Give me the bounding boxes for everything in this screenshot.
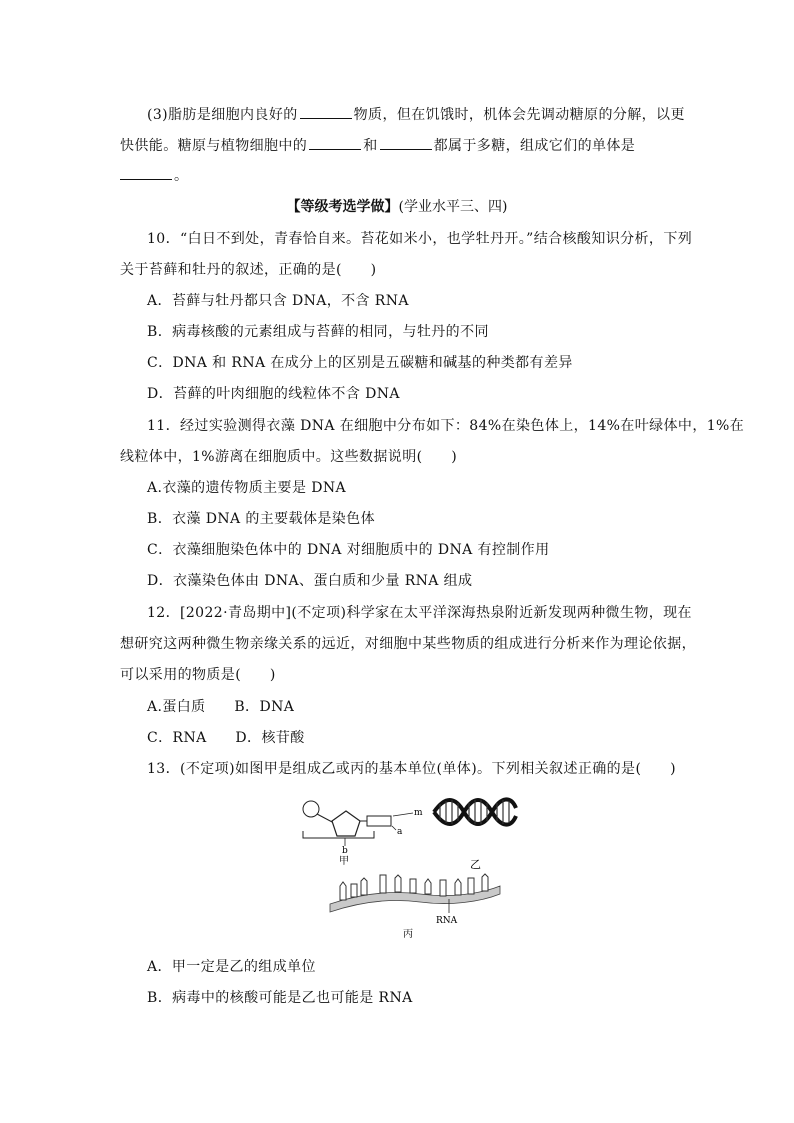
q9-line-2 — [120, 135, 635, 156]
base-rectangle — [367, 816, 391, 826]
q12-options-cd[interactable]: C．RNA D．核苷酸 — [147, 730, 305, 746]
q9-text-2c: 都属于多糖，组成它们的单体是 — [433, 138, 636, 154]
q10-option-c[interactable]: C．DNA 和 RNA 在成分上的区别是五碳糖和碱基的种类都有差异 — [147, 355, 573, 371]
phosphate-bond — [317, 814, 334, 823]
q11-option-d[interactable]: D．衣藻染色体由 DNA、蛋白质和少量 RNA 组成 — [147, 573, 473, 589]
label-jia: 甲 — [339, 856, 349, 867]
q12-stem-3: 可以采用的物质是( ) — [120, 667, 276, 683]
q9-text-3: 。 — [174, 168, 189, 184]
m-pointer-arrow — [393, 813, 413, 816]
q12-stem-2: 想研究这两种微生物亲缘关系的远近，对细胞中某些物质的组成进行分析来作为理论依据， — [120, 636, 696, 652]
q10-stem-2: 关于苔藓和牡丹的叙述，正确的是( ) — [120, 262, 377, 278]
q10-option-b[interactable]: B．病毒核酸的元素组成与苔藓的相同，与牡丹的不同 — [147, 324, 489, 340]
label-m: m — [414, 808, 423, 818]
answer-blank[interactable] — [309, 135, 361, 150]
q11-option-c[interactable]: C．衣藻细胞染色体中的 DNA 对细胞质中的 DNA 有控制作用 — [147, 542, 550, 558]
q9-text-2b: 和 — [363, 138, 378, 154]
q9-text-1a: (3)脂肪是细胞内良好的 — [147, 107, 298, 123]
q11-option-a[interactable]: A.衣藻的遗传物质主要是 DNA — [147, 480, 346, 496]
dna-double-helix-yi — [434, 799, 516, 871]
q10-option-a[interactable]: A．苔藓与牡丹都只含 DNA，不含 RNA — [147, 293, 409, 309]
q10-stem-1: 10．“白日不到处，青春恰自来。苔花如米小，也学牡丹开。”结合核酸知识分析，下列 — [147, 231, 693, 247]
nucleotide-diagram-jia — [303, 801, 423, 867]
section-heading-bold: 【等级考选学做】 — [286, 199, 399, 215]
q12-options-ab[interactable]: A.蛋白质 B．DNA — [147, 699, 295, 715]
q13-option-b[interactable]: B．病毒中的核酸可能是乙也可能是 RNA — [147, 990, 413, 1006]
q11-stem-1: 11．经过实验测得衣藻 DNA 在细胞中分布如下：84%在染色体上，14%在叶绿体中，1%在 — [147, 418, 745, 434]
q12-stem-1: 12．[2022·青岛期中](不定项)科学家在太平洋深海热泉附近新发现两种微生物，现在 — [147, 605, 692, 621]
answer-blank[interactable] — [300, 104, 352, 119]
label-bing: 丙 — [403, 929, 413, 940]
label-a: a — [397, 827, 403, 837]
section-heading — [0, 197, 794, 217]
nucleic-acid-figure — [0, 790, 794, 950]
pentose-pentagon — [332, 811, 360, 836]
rna-strand-bing — [330, 874, 500, 940]
phosphate-circle — [303, 801, 319, 817]
answer-blank[interactable] — [380, 135, 432, 150]
q9-text-2a: 快供能。糖原与植物细胞中的 — [120, 138, 308, 154]
label-yi: 乙 — [470, 858, 481, 871]
label-b: b — [342, 846, 348, 856]
q9-line-1 — [147, 104, 685, 125]
q11-option-b[interactable]: B．衣藻 DNA 的主要载体是染色体 — [147, 511, 375, 527]
a-pointer-line — [392, 826, 396, 830]
q9-line-3 — [120, 165, 188, 186]
q13-stem: 13．(不定项)如图甲是组成乙或丙的基本单位(单体)。下列相关叙述正确的是( ) — [147, 761, 676, 777]
answer-blank[interactable] — [120, 165, 172, 180]
q9-text-1b: 物质，但在饥饿时，机体会先调动糖原的分解，以更 — [353, 107, 685, 123]
q11-stem-2: 线粒体中，1%游离在细胞质中。这些数据说明( ) — [120, 449, 458, 465]
q10-option-d[interactable]: D．苔藓的叶肉细胞的线粒体不含 DNA — [147, 386, 400, 402]
q13-option-a[interactable]: A．甲一定是乙的组成单位 — [147, 959, 316, 975]
section-heading-normal: (学业水平三、四) — [398, 199, 508, 215]
label-rna: RNA — [436, 916, 458, 926]
